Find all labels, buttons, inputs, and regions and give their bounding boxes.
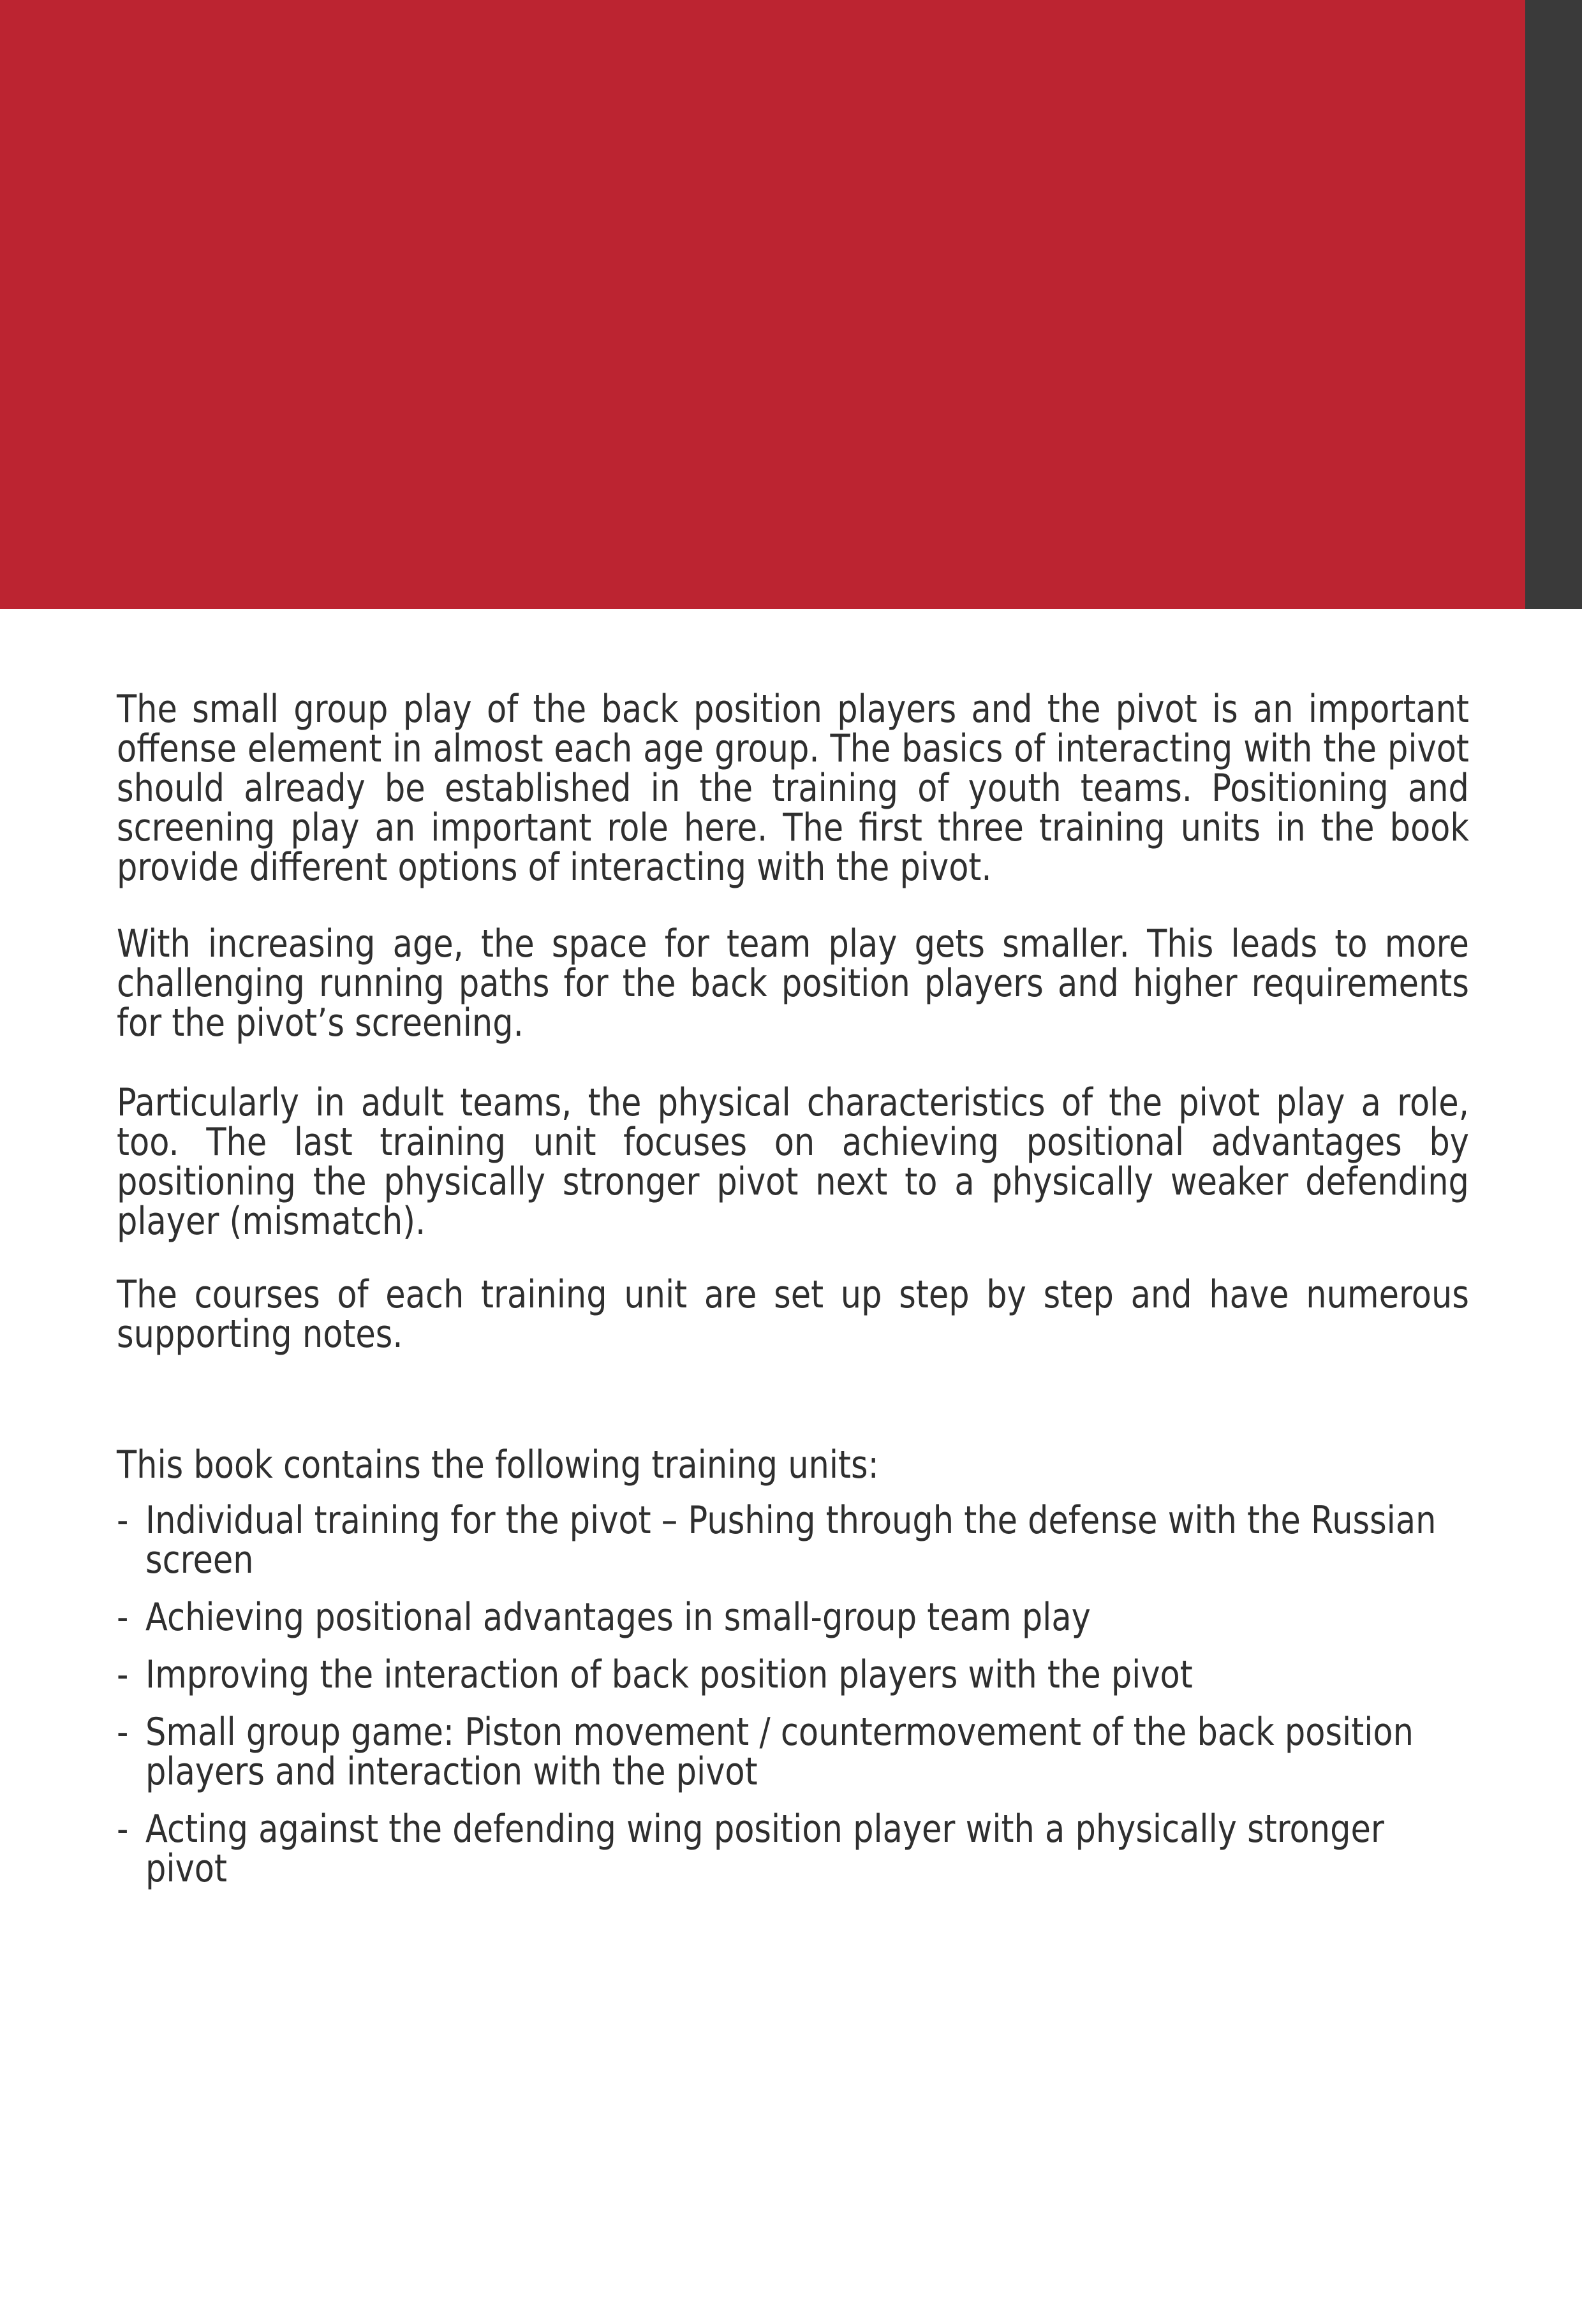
list-item-text: Achieving positional advantages in small-group team play: [145, 1595, 1091, 1640]
bullet-dash: -: [117, 1498, 129, 1543]
list-item-text: Small group game: Piston movement / countermovement of the back position players and interaction with the pivot: [145, 1710, 1414, 1794]
list-item-improving-interaction: [117, 1652, 1469, 1697]
list-item-acting-against-wing: [117, 1807, 1469, 1891]
bullet-dash: -: [117, 1710, 129, 1754]
paragraph-small-group-play: The small group play of the back position players and the pivot is an important offense element in almost each age group. The basics of interacting with the pivot should already be established in the training of youth teams. Positioning and screening play an important role here. The first three training units in the book provide different options of interacting with the pivot.: [117, 687, 1469, 890]
paragraph-courses: The courses of each training unit are set up step by step and have numerous supporting notes.: [117, 1272, 1469, 1357]
bullet-dash: -: [117, 1595, 129, 1640]
list-item-small-group-game: [117, 1710, 1469, 1794]
list-item-positional-advantages: [117, 1595, 1469, 1640]
list-item-text: Improving the interaction of back position players with the pivot: [145, 1652, 1193, 1697]
header-banner: [0, 0, 1582, 609]
list-item-text: Individual training for the pivot – Pushing through the defense with the Russian screen: [145, 1498, 1437, 1582]
list-item-text: Acting against the defending wing position player with a physically stronger pivot: [145, 1807, 1384, 1891]
page-content: [117, 687, 1469, 1891]
banner-accent-strip: [1525, 0, 1582, 609]
training-units-list: [117, 1498, 1469, 1891]
paragraph-adult-teams: Particularly in adult teams, the physical characteristics of the pivot play a role, too. The last training unit focuses on achieving positional advantages by positioning the physically stronger pivot next to a physically weaker defending player (mismatch).: [117, 1080, 1469, 1244]
list-intro: This book contains the following training units:: [117, 1443, 879, 1487]
bullet-dash: -: [117, 1807, 129, 1851]
banner-red-block: [0, 0, 1525, 609]
bullet-dash: -: [117, 1652, 129, 1697]
paragraph-increasing-age: With increasing age, the space for team play gets smaller. This leads to more challenging running paths for the back position players and higher requirements for the pivot’s screening.: [117, 922, 1469, 1045]
list-item-individual-training: [117, 1498, 1469, 1582]
